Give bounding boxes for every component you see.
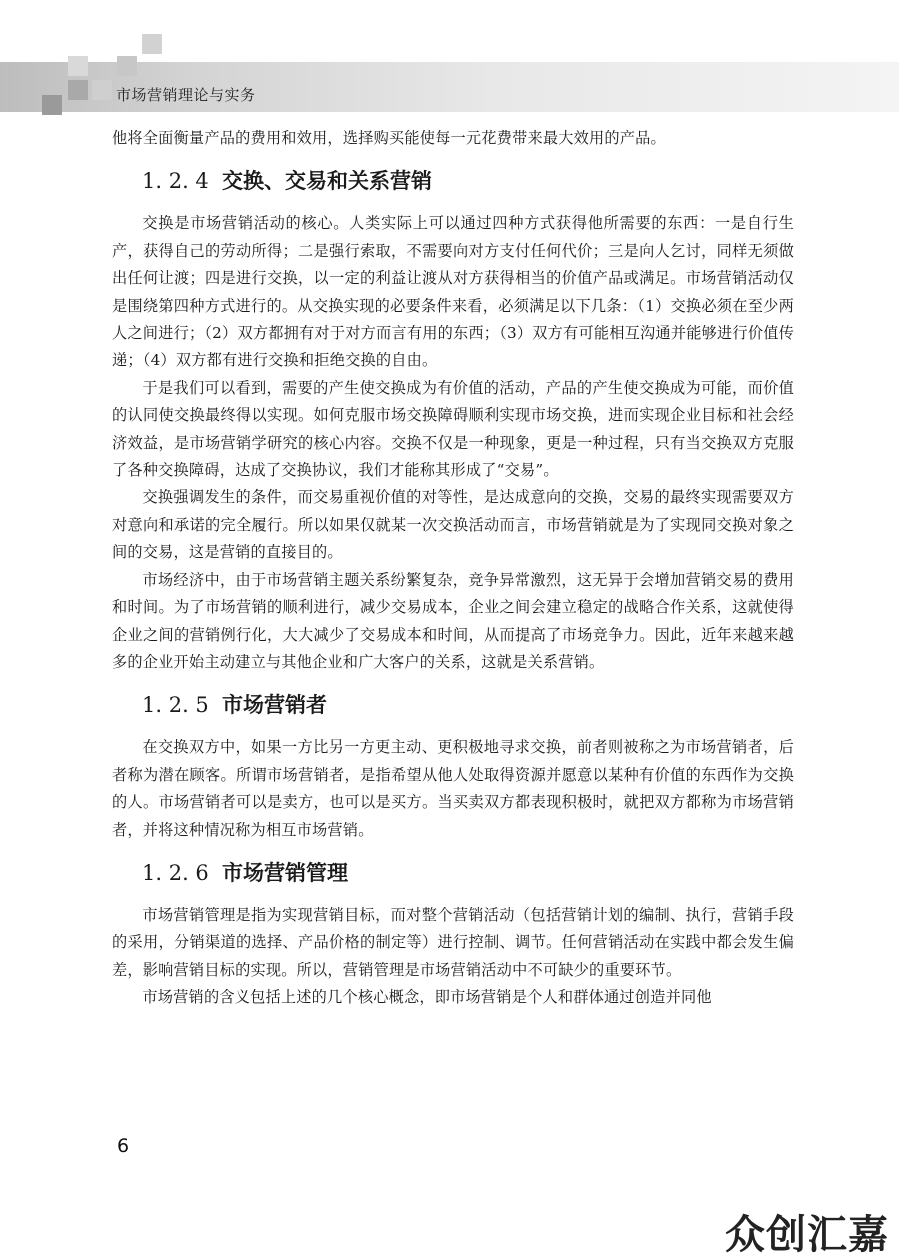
page-header (0, 0, 899, 112)
paragraph: 于是我们可以看到，需要的产生使交换成为有价值的活动，产品的产生使交换成为可能，而价值的认同使交换最终得以实现。如何克服市场交换障碍顺利实现市场交换，进而实现企业目标和社会经济效益，是市场营销学研究的核心内容。交换不仅是一种现象，更是一种过程，只有当交换双方克服了各种交换障碍，达成了交换协议，我们才能称其形成了“交易”。 (112, 378, 794, 480)
paragraph: 交换强调发生的条件，而交易重视价值的对等性，是达成意向的交换，交易的最终实现需要双方对意向和承诺的完全履行。所以如果仅就某一次交换活动而言，市场营销就是为了实现同交换对象之间的交易，这是营销的直接目的。 (112, 488, 794, 562)
section-number: 1. 2. 6 (142, 860, 209, 885)
section-title: 市场营销管理 (222, 859, 348, 885)
section-title: 交换、交易和关系营销 (222, 168, 432, 194)
paragraph: 交换是市场营销活动的核心。人类实际上可以通过四种方式获得他所需要的东西：一是自行生产，获得自己的劳动所得；二是强行索取，不需要向对方支付任何代价；三是向人乞讨，同样无须做出任何让渡；四是进行交换，以一定的利益让渡从对方获得相当的价值产品或满足。市场营销活动仅是围绕第四种方式进行的。从交换实现的必要条件来看，必须满足以下几条：（1）交换必须在至少两人之间进行；（2）双方都拥有对于对方而言有用的东西；（3）双方有可能相互沟通并能够进行价值传递；（4）双方都有进行交换和拒绝交换的自由。 (112, 214, 794, 370)
section-number: 1. 2. 4 (142, 169, 209, 194)
section-heading-1-2-4 (112, 152, 794, 210)
decor-square (68, 80, 88, 100)
running-header-title: 市场营销理论与实务 (116, 86, 256, 104)
decor-square (117, 56, 137, 76)
decor-square (142, 34, 162, 54)
watermark-logo: 众创汇嘉 (725, 1212, 889, 1258)
section-heading-1-2-6 (112, 844, 794, 902)
section-heading-1-2-5 (112, 676, 794, 734)
section-number: 1. 2. 5 (142, 693, 209, 718)
decor-square (68, 56, 88, 76)
page-number: 6 (117, 1135, 130, 1157)
paragraph: 市场经济中，由于市场营销主题关系纷繁复杂，竞争异常激烈，这无异于会增加营销交易的费用和时间。为了市场营销的顺利进行，减少交易成本，企业之间会建立稳定的战略合作关系，这就使得企业之间的营销例行化，大大减少了交易成本和时间，从而提高了市场竞争力。因此，近年来越来越多的企业开始主动建立与其他企业和广大客户的关系，这就是关系营销。 (112, 570, 794, 671)
paragraph: 他将全面衡量产品的费用和效用，选择购买能使每一元花费带来最大效用的产品。 (112, 129, 666, 147)
page-body (112, 125, 794, 1012)
paragraph: 在交换双方中，如果一方比另一方更主动、更积极地寻求交换，前者则被称之为市场营销者，后者称为潜在顾客。所谓市场营销者，是指希望从他人处取得资源并愿意以某种有价值的东西作为交换的人。市场营销者可以是卖方，也可以是买方。当买卖双方都表现积极时，就把双方都称为市场营销者，并将这种情况称为相互市场营销。 (112, 738, 794, 839)
decor-square (42, 95, 62, 115)
paragraph: 市场营销的含义包括上述的几个核心概念，即市场营销是个人和群体通过创造并同他 (142, 988, 712, 1007)
decor-square (92, 80, 112, 100)
paragraph: 市场营销管理是指为实现营销目标，而对整个营销活动（包括营销计划的编制、执行，营销手段的采用，分销渠道的选择、产品价格的制定等）进行控制、调节。任何营销活动在实践中都会发生偏差，影响营销目标的实现。所以，营销管理是市场营销活动中不可缺少的重要环节。 (112, 905, 794, 979)
section-title: 市场营销者 (222, 692, 327, 718)
